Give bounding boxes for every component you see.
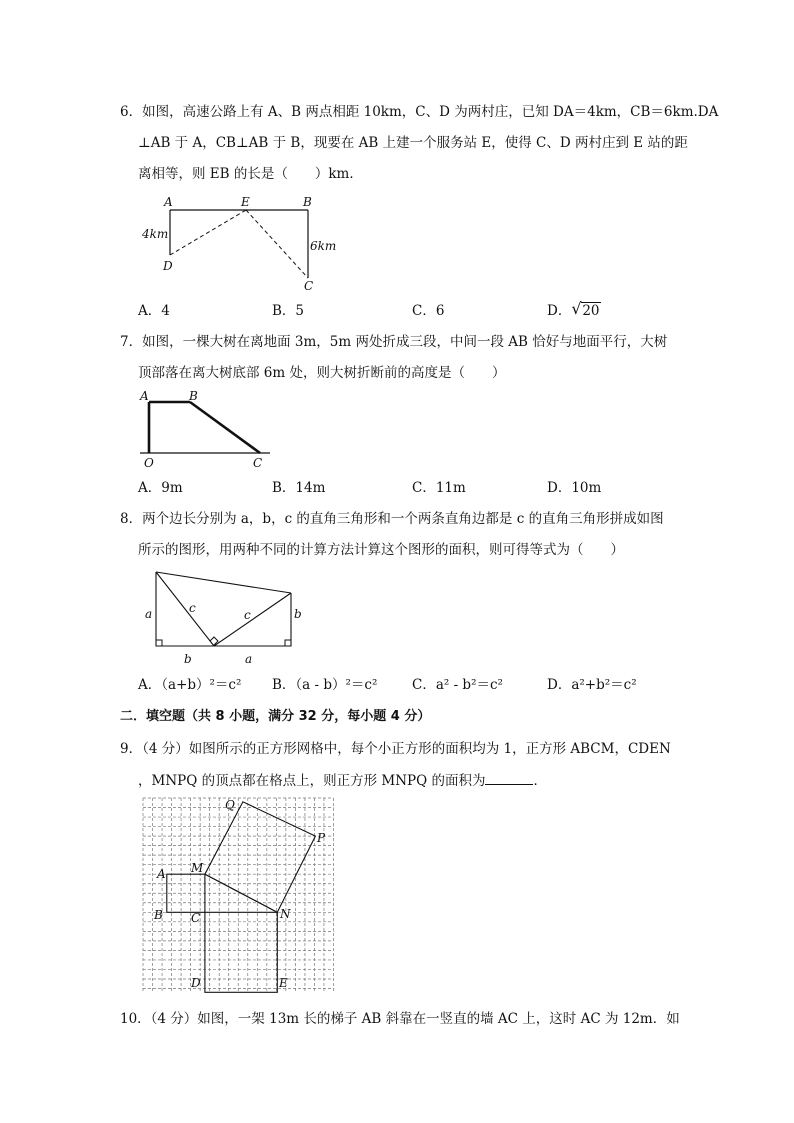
q6-figure [140, 192, 350, 292]
q9-line-2 [138, 771, 547, 790]
section-2-heading: 二．填空题（共 8 小题，满分 32 分，每小题 4 分） [120, 709, 431, 724]
q8-line-2: 所示的图形，用两种不同的计算方法计算这个图形的面积，则可得等式为（ ） [138, 542, 624, 558]
q9-square-cden [205, 912, 277, 992]
q8-option-a: A．（a+b）²＝c² [138, 677, 242, 693]
q8-option-d: D．a²+b²＝c² [547, 677, 637, 693]
q7-label-c: C [253, 456, 263, 470]
q8-option-b: B．（a - b）²＝c² [272, 677, 378, 693]
q9-line-2-text: ，MNPQ 的顶点都在格点上，则正方形 MNPQ 的面积为 [138, 773, 486, 789]
q8-label-c1: c [189, 601, 196, 615]
q7-option-a: A．9m [138, 480, 183, 496]
q7-segment-bc [190, 402, 260, 453]
q7-option-b: B．14m [272, 480, 326, 496]
q7-label-a: A [140, 389, 149, 403]
q8-hyp-c1 [156, 572, 214, 646]
q9-label-q: Q [225, 798, 235, 812]
q7-line-2: 顶部落在离大树底部 6m 处，则大树折断前的高度是（ ） [138, 365, 506, 381]
q9-line-1: 9．（4 分）如图所示的正方形网格中，每个小正方形的面积均为 1，正方形 ABCM，CDEN [120, 741, 671, 757]
q9-label-b: B [154, 908, 163, 922]
q6-option-a: A．4 [138, 303, 170, 319]
q9-line-2-end: ． [533, 773, 547, 789]
q9-square-mnpq [205, 802, 316, 913]
q8-label-b-right: b [294, 607, 302, 621]
q8-top-side [156, 572, 291, 593]
q6-option-b: B．5 [272, 303, 305, 319]
q7-label-b: B [189, 389, 198, 403]
q7-option-d: D．10m [547, 480, 602, 496]
q6-label-c: C [304, 279, 314, 293]
q6-option-d [547, 299, 601, 320]
q8-right-angle-left [156, 640, 162, 646]
q6-segment-de [170, 210, 246, 255]
q6-label-e: E [241, 195, 250, 209]
q8-label-a-bottom: a [245, 652, 253, 666]
q6-line-1: 6．如图，高速公路上有 A、B 两点相距 10km，C、D 为两村庄，已知 DA＝4km，CB＝6km.DA [120, 104, 719, 120]
q6-label-6km: 6km [310, 239, 337, 253]
q8-label-a-left: a [145, 607, 153, 621]
q9-answer-blank [485, 771, 533, 785]
q9-label-n: N [280, 907, 291, 921]
q9-label-m: M [191, 861, 204, 875]
q9-grid-figure [143, 798, 339, 996]
q9-label-d: D [191, 976, 201, 990]
q8-label-b-bottom: b [184, 652, 192, 666]
q6-label-d: D [163, 259, 173, 273]
q9-label-c: C [191, 911, 201, 925]
q6-line-3: 离相等，则 EB 的长是（ ）km． [138, 166, 363, 182]
q8-label-c2: c [244, 608, 251, 622]
q8-line-1: 8．两个边长分别为 a，b，c 的直角三角形和一个两条直角边都是 c 的直角三角形拼成如图 [120, 511, 664, 527]
q8-figure [140, 566, 310, 670]
q6-option-d-label: D． [547, 303, 572, 319]
q6-line-2: ⊥AB 于 A，CB⊥AB 于 B，现要在 AB 上建一个服务站 E，使得 C、D 两村庄到 E 站的距 [138, 135, 688, 151]
q8-hyp-c2 [214, 593, 291, 646]
q7-label-o: O [144, 456, 154, 470]
q6-segment-ec [246, 210, 308, 278]
q7-figure [138, 386, 288, 474]
q7-option-c: C．11m [412, 480, 466, 496]
q6-label-a: A [164, 195, 173, 209]
q6-option-d-radicand: 20 [582, 303, 600, 319]
q9-label-e: E [279, 976, 288, 990]
sqrt-symbol: √ 20 [571, 299, 600, 319]
q6-option-c: C．6 [412, 303, 445, 319]
q8-option-c: C．a² - b²＝c² [412, 677, 503, 693]
q7-line-1: 7．如图，一棵大树在离地面 3m，5m 两处折成三段，中间一段 AB 恰好与地面平行，大树 [120, 334, 668, 350]
q9-label-p: P [317, 831, 326, 845]
q6-label-4km: 4km [142, 227, 169, 241]
q6-label-b: B [303, 195, 312, 209]
q9-grid [143, 798, 334, 992]
q10-line-1: 10．（4 分）如图，一架 13m 长的梯子 AB 斜靠在一竖直的墙 AC 上，这时 AC 为 12m．如 [120, 1011, 680, 1027]
q8-right-angle-right [285, 640, 291, 646]
q9-label-a: A [157, 867, 166, 881]
